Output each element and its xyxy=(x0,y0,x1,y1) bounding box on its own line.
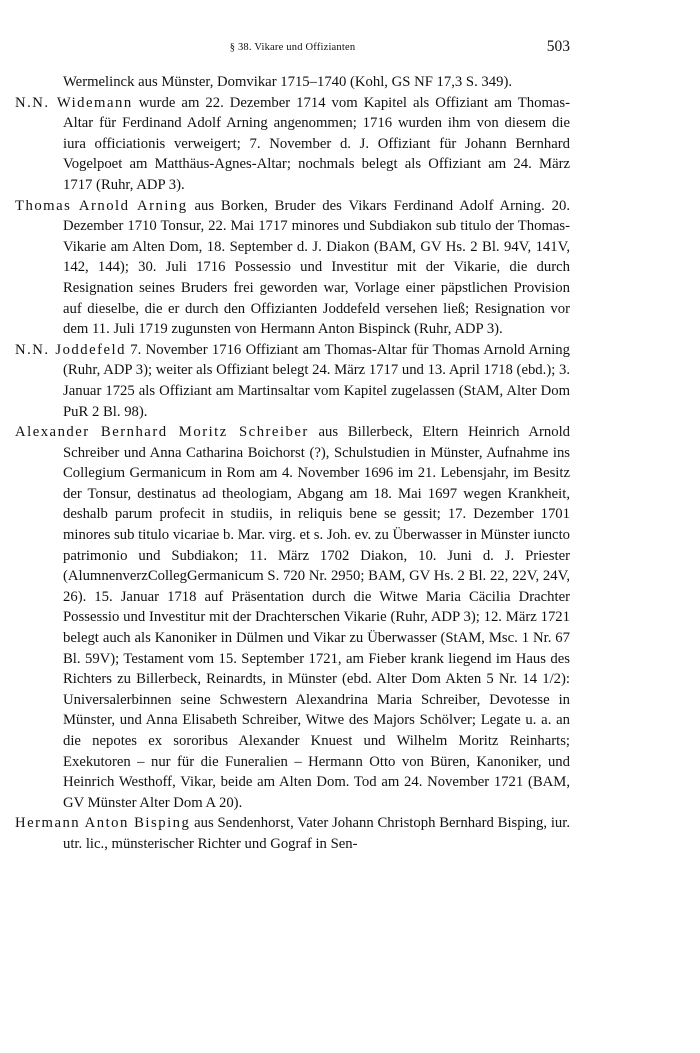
entry-bisping xyxy=(15,813,570,854)
entry-widemann xyxy=(15,93,570,196)
entry-schreiber xyxy=(15,422,570,813)
entry-name: Hermann Anton Bisping xyxy=(15,815,191,832)
entry-name: Alexander Bernhard Moritz Schreiber xyxy=(15,424,309,441)
entry-name: N.N. Joddefeld xyxy=(15,341,126,358)
entry-joddefeld xyxy=(15,340,570,422)
running-title: § 38. Vikare und Offizianten xyxy=(229,42,356,53)
entry-text: 7. November 1716 Offiziant am Thomas-Altar für Thomas Arnold Arning (Ruhr, ADP 3); weiter als Offiziant belegt 24. März 1717 und 13. April 1718 (ebd.); 3. Januar 1725 als Offiziant am Martinsaltar vom Kapitel zugelassen (StAM, Alter Dom PuR 2 Bl. 98). xyxy=(63,341,570,420)
page-number: 503 xyxy=(546,38,570,55)
entry-text: aus Borken, Bruder des Vikars Ferdinand Adolf Arning. 20. Dezember 1710 Tonsur, 22. Mai 1717 minores und Subdiakon sub titulo der Thomas-Vikarie am Alten Dom, 18. September d. J. Diakon (BAM, GV Hs. 2 Bl. 94V, 141V, 142, 144); 30. Juli 1716 Possessio und Investitur mit der Vikarie, die durch Resignation seines Bruders frei geworden war, Vorlage einer päpstlichen Provision auf dieselbe, die er durch den Offizianten Joddefeld versehen ließ; Resignation vor dem 11. Juli 1719 zugunsten von Hermann Anton Bispinck (Ruhr, ADP 3). xyxy=(63,197,570,338)
entry-name: N.N. Widemann xyxy=(15,94,133,111)
entry-name: Thomas Arnold Arning xyxy=(15,197,188,214)
entry-text: aus Billerbeck, Eltern Heinrich Arnold Schreiber und Anna Catharina Boichorst (?), Schulstudien in Münster, Aufnahme ins Collegium Germanicum in Rom am 4. November 1696 im 21. Lebensjahr, im Besitz der Tonsur, destinatus ad theologiam, Abgang am 18. Mai 1697 wegen Krankheit, deshalb parum profecit in studiis, in reliquis bene se gessit; 17. Dezember 1701 minores sub titulo vicariae b. Mar. virg. et s. Joh. ev. zu Überwasser in Münster iuncto patrimonio und Subdiakon; 11. März 1702 Diakon, 10. Juni d. J. Priester (AlumnenverzCollegGermanicum S. 720 Nr. 2950; BAM, GV Hs. 2 Bl. 22, 22V, 24V, 26). 15. Januar 1718 auf Präsentation durch die Witwe Maria Cäcilia Drachter Possessio und Investitur mit der Drachterschen Vikarie (Ruhr, ADP 3); 12. März 1721 belegt auch als Kanoniker in Dülmen und Vikar zu Überwasser (StAM, Msc. 1 Nr. 67 Bl. 59V); Testament vom 15. September 1721, am Fieber krank liegend im Haus des Richters zu Billerbeck, Reinardts, in Münster (ebd. Alter Dom Akten 5 Nr. 14 1/2): Universalerbinnen seine Schwestern Alexandrina Maria Schreiber, Devotesse in Münster, und Anna Elisabeth Schreiber, Witwe des Majors Schölver; Legate u. a. an die nepotes ex sororibus Alexander Knuest und Wilhelm Moritz Reinharts; Exekutoren – nur für die Funeralien – Hermann Otto von Büren, Kanoniker, und Heinrich Westhoff, Vikar, beide am Alten Dom. Tod am 24. November 1721 (BAM, GV Münster Alter Dom A 20). xyxy=(63,424,570,811)
page-header xyxy=(15,38,570,58)
body-text xyxy=(15,72,570,855)
entry-text: aus Sendenhorst, Vater Johann Christoph Bernhard Bisping, iur. utr. lic., münsterischer Richter und Gograf in Sen- xyxy=(63,815,570,852)
entry-continuation xyxy=(15,72,570,93)
entry-text: wurde am 22. Dezember 1714 vom Kapitel als Offiziant am Thomas-Altar für Ferdinand Adolf Arning angenommen; 1716 wurden ihm von diesem die iura officiationis verweigert; 7. November d. J. Offiziant für Johann Bernhard Vogelpoet am Matthäus-Agnes-Altar; nochmals belegt als Offiziant am 24. März 1717 (Ruhr, ADP 3). xyxy=(63,94,570,193)
entry-text: Wermelinck aus Münster, Domvikar 1715–1740 (Kohl, GS NF 17,3 S. 349). xyxy=(63,74,513,90)
entry-arning xyxy=(15,196,570,340)
